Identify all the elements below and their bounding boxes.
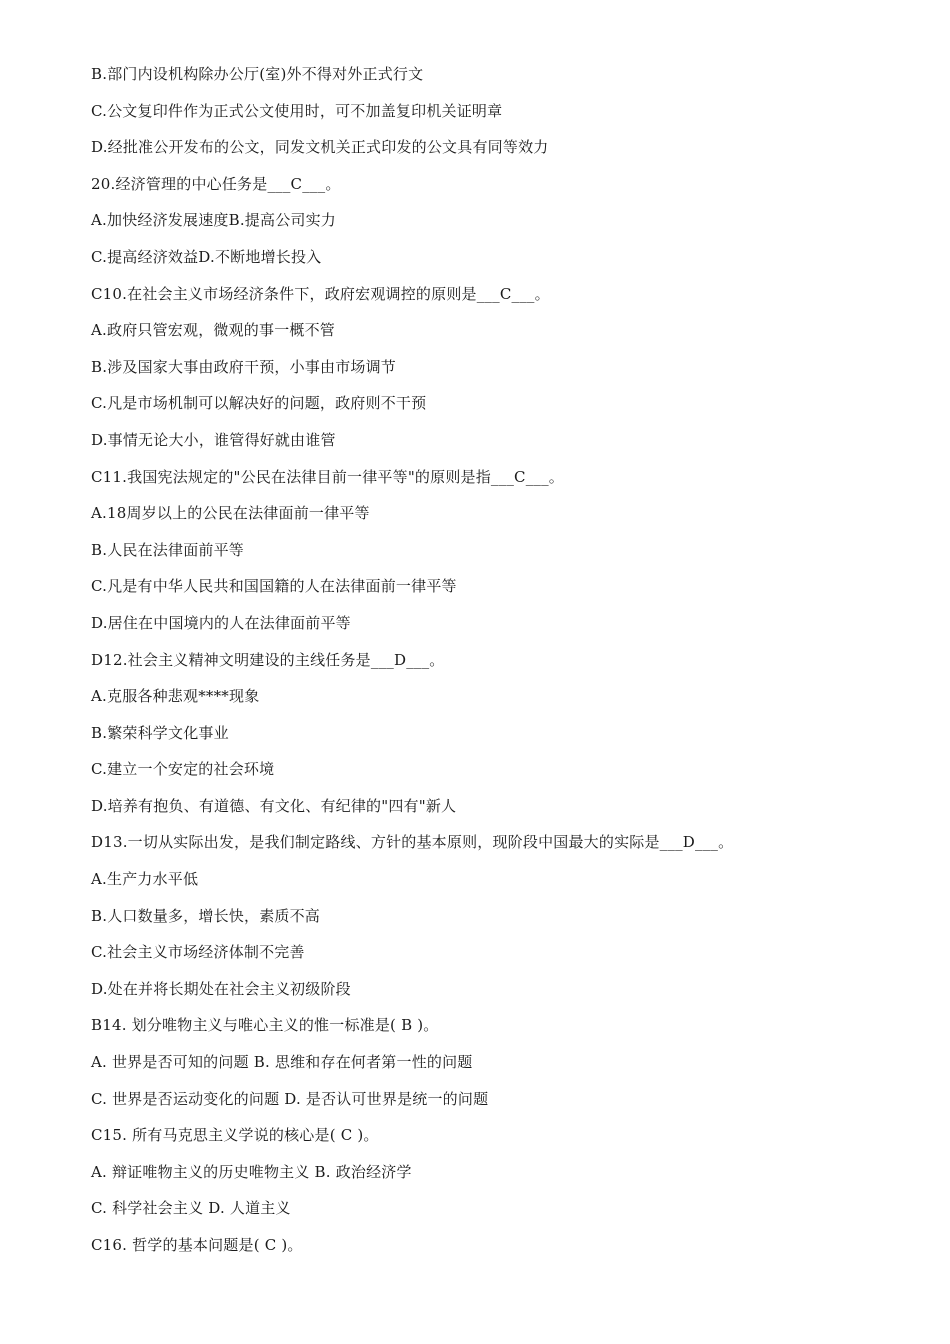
- option-line: A. 辩证唯物主义的历史唯物主义 B. 政治经济学: [91, 1162, 412, 1181]
- option-line: C. 世界是否运动变化的问题 D. 是否认可世界是统一的问题: [91, 1089, 489, 1108]
- question-line: C10.在社会主义市场经济条件下，政府宏观调控的原则是___C___。: [91, 284, 550, 303]
- option-line: C.建立一个安定的社会环境: [91, 760, 275, 779]
- option-line: D.居住在中国境内的人在法律面前平等: [91, 613, 351, 632]
- option-line: A.加快经济发展速度B.提高公司实力: [91, 211, 336, 230]
- question-line: B14. 划分唯物主义与唯心主义的惟一标准是( B )。: [91, 1016, 439, 1035]
- option-line: A.生产力水平低: [91, 870, 199, 889]
- text-line: C.公文复印件作为正式公文使用时，可不加盖复印机关证明章: [91, 101, 503, 120]
- option-line: B.人口数量多，增长快，素质不高: [91, 906, 320, 925]
- option-line: D.处在并将长期处在社会主义初级阶段: [91, 979, 351, 998]
- option-line: C.凡是有中华人民共和国国籍的人在法律面前一律平等: [91, 577, 457, 596]
- option-line: A.克服各种悲观****现象: [91, 687, 260, 706]
- option-line: C.提高经济效益D.不断地增长投入: [91, 247, 322, 266]
- text-lines: [91, 61, 911, 1269]
- option-line: D.培养有抱负、有道德、有文化、有纪律的"四有"新人: [91, 796, 457, 815]
- option-line: B.涉及国家大事由政府干预，小事由市场调节: [91, 357, 396, 376]
- option-line: B.繁荣科学文化事业: [91, 723, 229, 742]
- question-line: 20.经济管理的中心任务是___C___。: [91, 174, 341, 193]
- question-line: D13.一切从实际出发，是我们制定路线、方针的基本原则，现阶段中国最大的实际是___D___。: [91, 833, 734, 852]
- option-line: C.凡是市场机制可以解决好的问题，政府则不干预: [91, 394, 427, 413]
- option-line: D.事情无论大小，谁管得好就由谁管: [91, 430, 336, 449]
- question-line: C11.我国宪法规定的"公民在法律目前一律平等"的原则是指___C___。: [91, 467, 565, 486]
- text-line: B.部门内设机构除办公厅(室)外不得对外正式行文: [91, 65, 424, 83]
- question-line: C15. 所有马克思主义学说的核心是( C )。: [91, 1126, 379, 1145]
- option-line: B.人民在法律面前平等: [91, 540, 244, 559]
- option-line: A.政府只管宏观，微观的事一概不管: [91, 321, 336, 340]
- question-line: C16. 哲学的基本问题是( C )。: [91, 1236, 303, 1254]
- text-line: D.经批准公开发布的公文，同发文机关正式印发的公文具有同等效力: [91, 138, 549, 157]
- option-line: A.18周岁以上的公民在法律面前一律平等: [91, 504, 370, 523]
- option-line: A. 世界是否可知的问题 B. 思维和存在何者第一性的问题: [91, 1053, 473, 1072]
- option-line: C. 科学社会主义 D. 人道主义: [91, 1199, 291, 1218]
- question-line: D12.社会主义精神文明建设的主线任务是___D___。: [91, 650, 445, 669]
- option-line: C.社会主义市场经济体制不完善: [91, 943, 305, 962]
